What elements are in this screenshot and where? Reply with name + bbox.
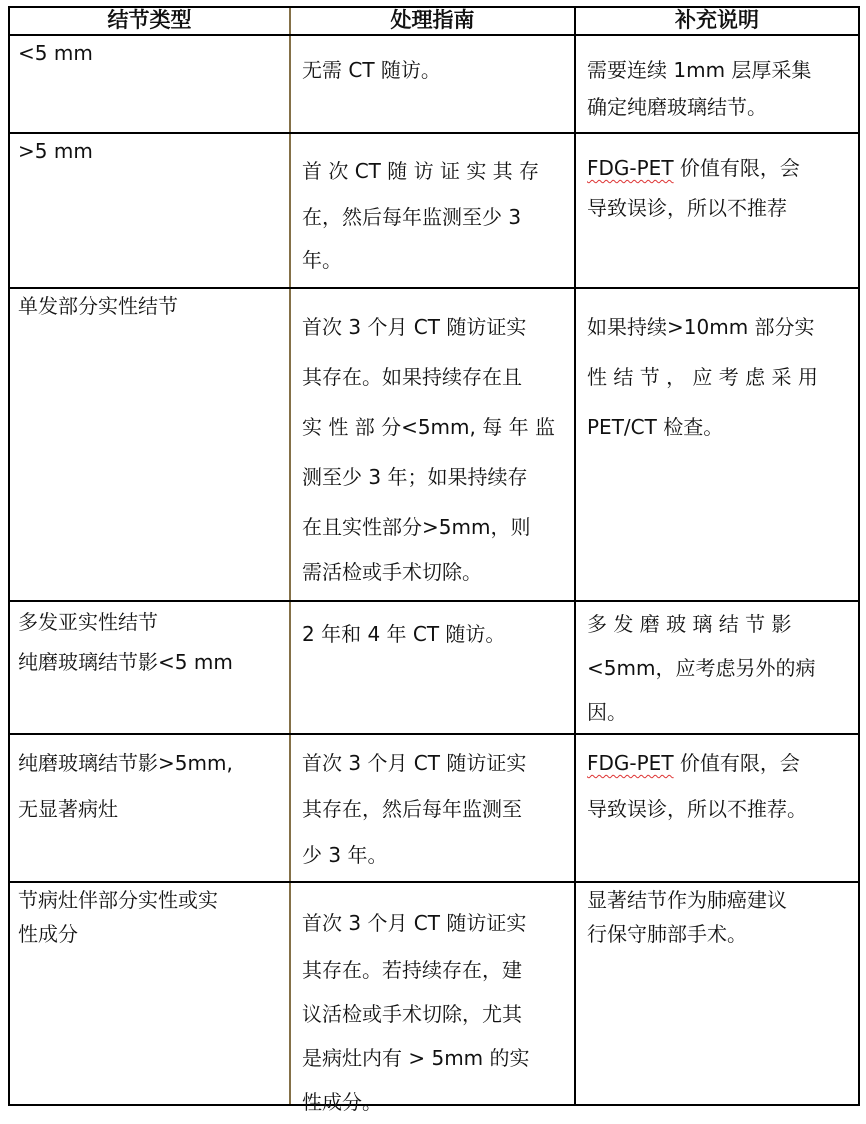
text-line: 纯磨玻璃结节影<5 mm [18,650,233,674]
row2-note [587,148,800,228]
column-divider-1 [289,6,291,1106]
text-line: 在，然后每年监测至少 3 [302,205,522,229]
header-guideline: 处理指南 [390,8,475,32]
row1-guideline [302,52,441,89]
text-line: <5 mm [18,41,93,65]
text-line: 测至少 3 年；如果持续存 [302,465,528,489]
row-divider-1 [8,132,860,134]
text-line: 是病灶内有 > 5mm 的实 [302,1046,530,1070]
text-line: 节病灶伴部分实性或实 [18,888,218,912]
table-border-left [8,6,10,1106]
text-line: 导致误诊，所以不推荐。 [587,797,807,821]
text-fragment: 价值有限，会 [673,156,800,180]
spellcheck-term: FDG-PET [587,156,674,180]
text-line: 因。 [587,700,627,724]
text-line: <5mm，应考虑另外的病 [587,656,816,680]
row1-type [18,36,93,70]
text-line: 在且实性部分>5mm，则 [302,515,531,539]
text-line: 议活检或手术切除，尤其 [302,1002,522,1026]
text-line: 需要连续 1mm 层厚采集 [587,58,812,82]
text-line: >5 mm [18,139,93,163]
text-line [587,148,800,188]
text-line: 首次 3 个月 CT 随访证实 [302,911,527,935]
row2-guideline [302,148,539,280]
text-line: 导致误诊，所以不推荐 [587,196,787,220]
text-line: 确定纯磨玻璃结节。 [587,95,767,119]
text-line: 性 结 节 ， 应 考 虑 采 用 [587,365,818,389]
text-line: 年。 [302,248,342,272]
text-line: 多 发 磨 玻 璃 结 节 影 [587,612,792,636]
row5-guideline [302,740,526,878]
header-note: 补充说明 [675,8,759,32]
text-line: 首次 3 个月 CT 随访证实 [302,751,527,775]
text-fragment: 价值有限，会 [673,751,800,775]
spellcheck-term: FDG-PET [587,751,674,775]
row5-note [587,740,807,832]
row6-guideline [302,898,530,1124]
row6-note [587,883,787,951]
row5-type [18,740,233,832]
text-line: 其存在，然后每年监测至 [302,797,522,821]
text-line: 多发亚实性结节 [18,610,158,634]
text-line: 2 年和 4 年 CT 随访。 [302,622,506,646]
row4-type [18,602,233,682]
text-line: 无显著病灶 [18,797,118,821]
text-line: 如果持续>10mm 部分实 [587,315,815,339]
text-line: 性成分 [18,922,78,946]
row1-note [587,52,811,126]
text-line: 首次 3 个月 CT 随访证实 [302,315,527,339]
row3-note [587,302,818,452]
text-line [587,740,807,786]
row3-guideline [302,302,555,592]
row6-type [18,883,218,951]
text-line: 实 性 部 分<5mm, 每 年 监 [302,415,555,439]
text-line: 其存在。如果持续存在且 [302,365,522,389]
row3-type [18,289,178,323]
text-line: 纯磨玻璃结节影>5mm, [18,751,233,775]
text-line: 首 次 CT 随 访 证 实 其 存 [302,159,540,183]
text-line: 无需 CT 随访。 [302,58,441,82]
table-border-right [858,6,860,1106]
text-line: 其存在。若持续存在，建 [302,958,522,982]
text-line: 行保守肺部手术。 [587,922,747,946]
text-line: PET/CT 检查。 [587,415,724,439]
text-line: 少 3 年。 [302,843,388,867]
text-line: 单发部分实性结节 [18,294,178,318]
row4-note [587,602,815,734]
text-line: 性成分。 [302,1090,382,1114]
header-node-type: 结节类型 [107,8,192,32]
text-line: 显著结节作为肺癌建议 [587,888,787,912]
header-divider [8,34,860,36]
row4-guideline [302,614,505,654]
row2-type [18,134,93,168]
column-divider-2 [574,6,576,1106]
text-line: 需活检或手术切除。 [302,560,482,584]
